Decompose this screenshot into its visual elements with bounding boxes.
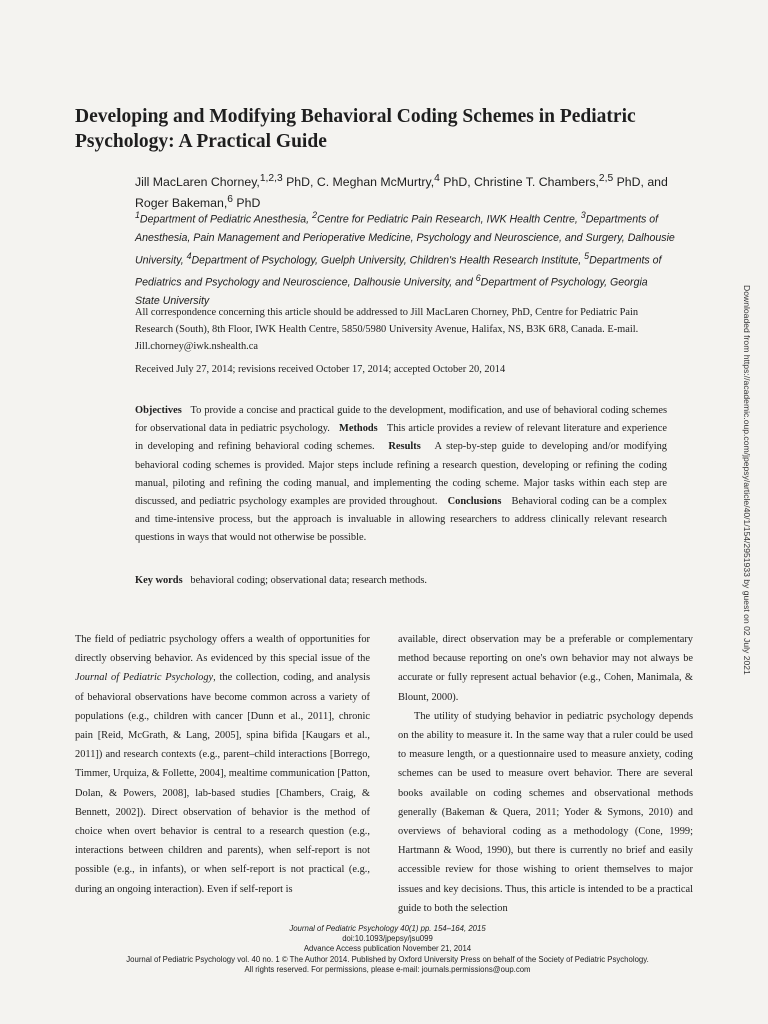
affiliations: $^1$Department of Pediatric Anesthesia, $^2$Centre for Pediatric Pain Research, IWK Health Centre, $^3$Departments of Anesthesia, Pain Management and Perioperative Medicine, Psychology and Neuroscience, and Surgery, Dalhousie University, $^4$Department of Psychology, Guelph University, Children's Health Research Institute, $^5$Departments of Pediatrics and Psychology and Neuroscience, Dalhousie University, and $^6$Department of Psychology, Georgia State University [135,210,675,307]
paragraph: The field of pediatric psychology offers a wealth of opportunities for directly observing behavior. As evidenced by this special issue of the Journal of Pediatric Psychology, the collection, coding, and analysis of behavioral observations have become common across a variety of populations (e.g., children with cancer [Dunn et al., 2011], chronic pain [Reid, McGrath, & Lang, 2005], spina bifida [Kaugars et al., 2011]) and research contexts (e.g., parent–child interactions [Borrego, Timmer, Urquiza, & Follette, 2004], mealtime communication [Patton, Dolan, & Powers, 2008], lab-based studies [Chambers, Craig, & Bennett, 2002]). Direct observation of behavior is the method of choice when overt behavior is central to a research question (e.g., interactions between children and parents), when self-report is not possible (e.g., in infants), or when self-report is not practical (e.g., during an ongoing interaction). Even if self-report is [75,634,371,895]
paragraph: The utility of studying behavior in pediatric psychology depends on the ability to measure it. In the same way that a ruler could be used to measure length, or a questionnaire used to measure anxiety, coding schemes can be used to measure overt behavior. There are several books available on coding schemes and observational methods generally (Bakeman & Quera, 2011; Yoder & Symons, 2010) and overviews of behavioral coding as a methodology (Cone, 1999; Hartmann & Wood, 1990), but there is currently no brief and easily accessible review for those wishing to orient themselves to major issues and key decisions. Thus, this article is intended to be a practical guide to both the selection [398,710,693,914]
abstract: Objectives To provide a concise and practical guide to the development, modification, and use of behavioral coding schemes for observational data in pediatric psychology. Methods This article provides a review of relevant literature and experience in developing and refining behavioral coding schemes. Results A step-by-step guide to developing and/or modifying behavioral coding schemes is provided. Major steps include refining a research question, developing or refining the coding manual, piloting and refining the coding manual, and implementing the coding scheme. Major tasks within each step are discussed, and pediatric psychology examples are provided throughout. Conclusions Behavioral coding can be a complex and time-intensive process, but the approach is invaluable in allowing researchers to address clinically relevant research questions in ways that would not otherwise be possible. [135,405,667,544]
methods-label: Methods [339,423,378,435]
paragraph: available, direct observation may be a preferable or complementary method because reporting on one's own behavior may not always be accurate or fully represent actual behavior (e.g., Cohen, Manimala, & Blount, 2000). [398,634,693,703]
conclusions-label: Conclusions [447,496,502,508]
doi: doi:10.1093/jpepsy/jsu099 [342,934,433,944]
advance-access: Advance Access publication November 21, 2014 [303,944,472,954]
received-dates: Received July 27, 2014; revisions received October 17, 2014; accepted October 20, 2014 [135,364,506,375]
correspondence-note: All correspondence concerning this article should be addressed to Jill MacLaren Chorney, PhD, Centre for Pediatric Pain Research (South), 8th Floor, IWK Health Centre, 5850/5980 University Avenue, Halifax, NS, B3K 6R8, Canada. E-mail. Jill.chorney@iwk.nshealth.ca [135,307,639,352]
keywords: Key words behavioral coding; observational data; research methods. [135,575,428,586]
author: Jill MacLaren Chorney,$^{1,2,3}$ PhD [135,173,310,190]
body-column-left [75,630,370,899]
page-footer [60,924,715,975]
journal-citation: Journal of Pediatric Psychology 40(1) pp. 154–164, 2015 [289,924,486,933]
author: Christine T. Chambers,$^{2,5}$ PhD [474,173,641,190]
article-title: Developing and Modifying Behavioral Coding Schemes in Pediatric Psychology: A Practical Guide [75,106,636,152]
author-list: Jill MacLaren Chorney,$^{1,2,3}$ PhD, C. Meghan McMurtry,$^4$ PhD, Christine T. Chambers,$^{2,5}$ PhD, and Roger Bakeman,$^6$ PhD [135,173,668,211]
copyright: Journal of Pediatric Psychology vol. 40 no. 1 © The Author 2014. Published by Oxford University Press on behalf of the Society of Pediatric Psychology. [126,954,649,964]
body-column-right [398,630,693,918]
download-notice: Downloaded from https://academic.oup.com/jpepsy/article/40/1/154/2951933 by guest on 02 July 2021 [742,285,752,675]
rights: All rights reserved. For permissions, please e-mail: journals.permissions@oup.com [244,964,531,974]
author: Roger Bakeman,$^6$ PhD [135,194,261,211]
keywords-label: Key words [135,575,183,586]
author: C. Meghan McMurtry,$^4$ PhD [316,173,468,190]
results-label: Results [388,441,421,453]
objectives-label: Objectives [135,405,182,416]
